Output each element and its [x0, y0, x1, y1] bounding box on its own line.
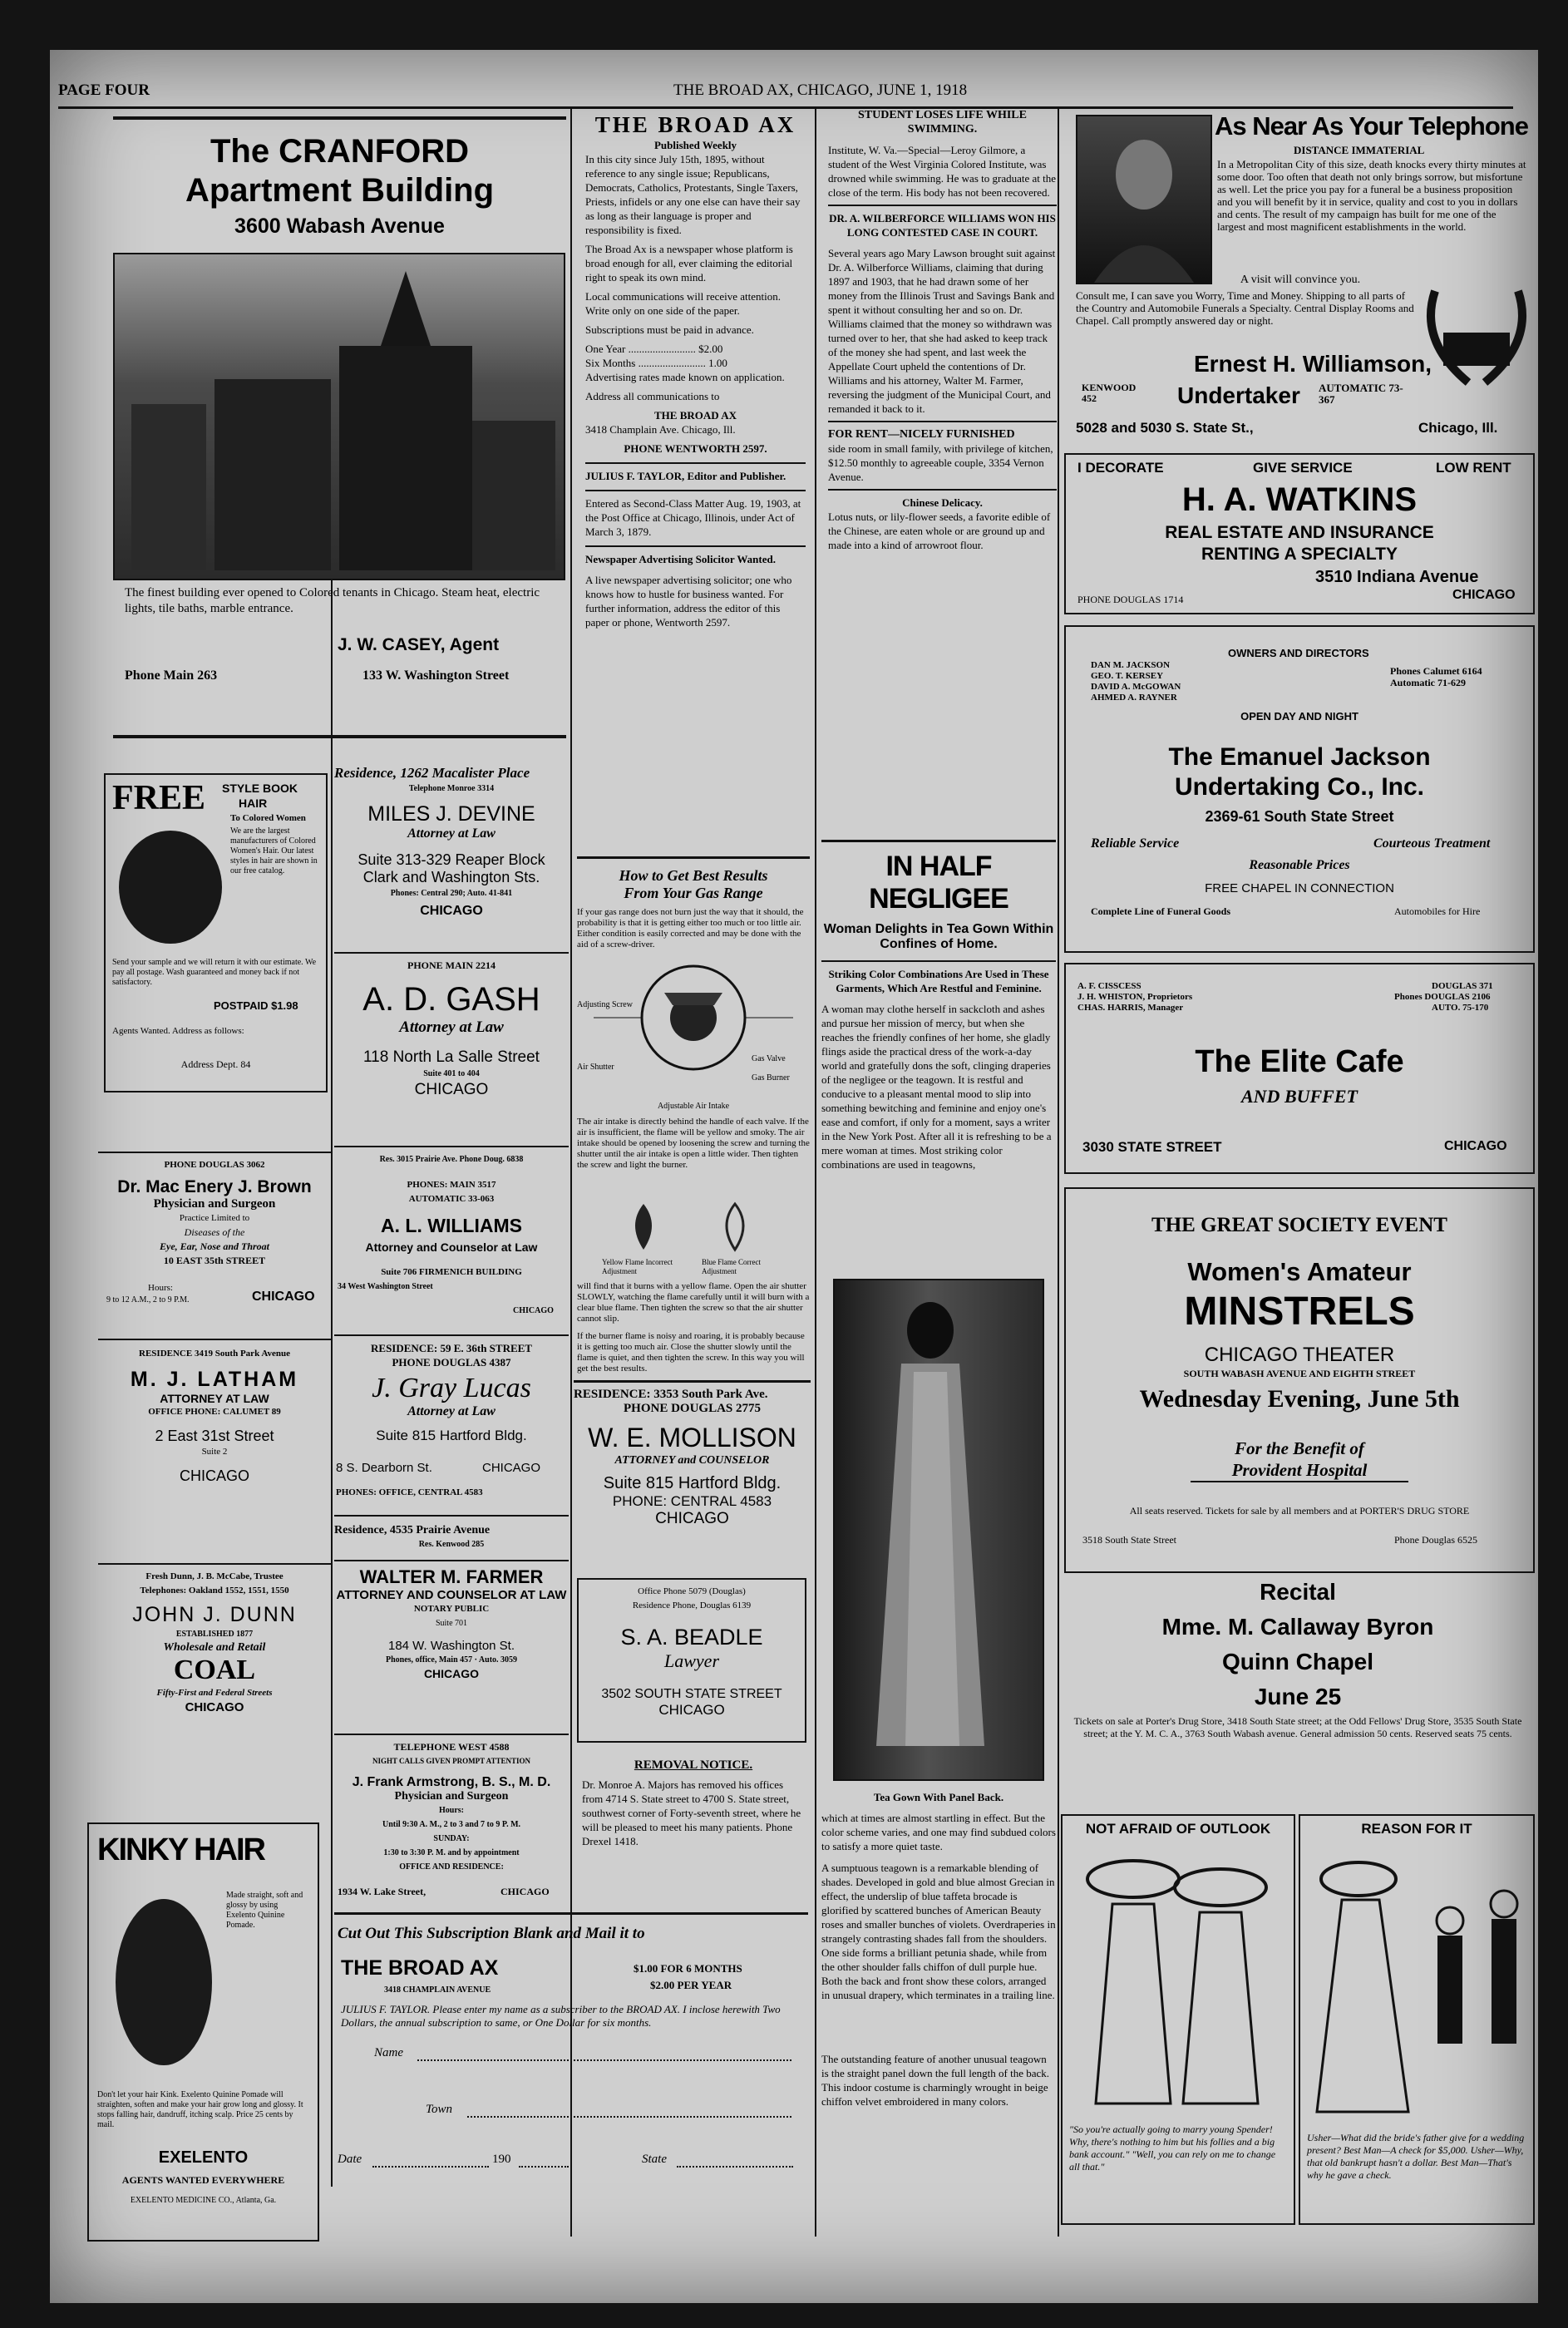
- devine-card: [334, 765, 569, 948]
- armstrong-hours: Until 9:30 A. M., 2 to 3 and 7 to 9 P. M.: [382, 1820, 521, 1829]
- cartoon-right-caption: Usher—What did the bride's father give for a wedding present? Best Man—A check for $5,000. Usher—Why, that old bankrupt hasn't a dollar. Best Man—That's why he gave a check.: [1307, 2132, 1525, 2181]
- negligee-para: A sumptuous teagown is a remarkable blending of shades. Developed in gold and blue almost Grecian in effect, the underslip of blue taffeta brocade is glorified by scattered bunches of American Beauty roses and smaller bunches of violets. Overdraperies in strangely contrasting shades fall from the shoulders. One side forms a brilliant petunia shade, while from the other shoulder falls chiffon of dull purple hue. Both the back and front show these colors, arranged in unusual drapery, which terminates in a trailing line.: [821, 1862, 1056, 2001]
- devine-city: CHICAGO: [420, 904, 483, 918]
- broadax-solicitor-title: Newspaper Advertising Solicitor Wanted.: [585, 545, 806, 566]
- flame-label-yellow: Yellow Flame Incorrect Adjustment: [602, 1258, 673, 1275]
- gas-label: Gas Valve: [752, 1054, 786, 1063]
- al-williams-phones: PHONES: MAIN 3517: [407, 1180, 496, 1190]
- chinese-text: Lotus nuts, or lily-flower seeds, a favorite edible of the Chinese, are eaten whole or are ground up and made into a kind of arrowroot flour.: [828, 510, 1051, 551]
- subscription-town-label: Town: [426, 2103, 452, 2116]
- negligee-deck: Striking Color Combinations Are Used in These Garments, Which Are Restful and Feminine.: [821, 960, 1056, 995]
- beadle-office-phone: Office Phone 5079 (Douglas): [638, 1586, 746, 1596]
- mollison-title: ATTORNEY and COUNSELOR: [614, 1454, 770, 1467]
- subscription-heading: Cut Out This Subscription Blank and Mail it to: [338, 1925, 645, 1942]
- minstrels-line2: MINSTRELS: [1184, 1290, 1415, 1334]
- armstrong-sunday-label: SUNDAY:: [433, 1834, 470, 1843]
- gas-range-subtitle: From Your Gas Range: [624, 885, 763, 901]
- watkins-address: 3510 Indiana Avenue: [1315, 568, 1479, 586]
- kinky-address: EXELENTO MEDICINE CO., Atlanta, Ga.: [130, 2196, 277, 2205]
- lucas-city: CHICAGO: [482, 1461, 541, 1475]
- cartoon-left-title: NOT AFRAID OF OUTLOOK: [1085, 1821, 1271, 1837]
- news-column: [828, 108, 1057, 856]
- beadle-city: CHICAGO: [658, 1702, 725, 1718]
- broadax-phone: PHONE WENTWORTH 2597.: [624, 442, 767, 455]
- broadax-para: Local communications will receive attention. Write only on one side of the paper.: [585, 290, 782, 317]
- watkins-top-right: LOW RENT: [1436, 460, 1511, 476]
- armstrong-address: 1934 W. Lake Street,: [338, 1886, 427, 1897]
- kinky-brand: EXELENTO: [158, 2148, 249, 2167]
- free-side-text: We are the largest manufacturers of Colored Women's Hair. Our latest styles in hair are shown in our free catalog.: [230, 826, 318, 875]
- telephone-consult: Consult me, I can save you Worry, Time and Money. Shipping to all parts of the Country and Automobile Funerals a Specialty. Central Display Rooms and Chapel. Call promptly answered day or night.: [1076, 289, 1414, 327]
- armstrong-hours-label: Hours:: [439, 1806, 464, 1815]
- broadax-address: 3418 Champlain Ave. Chicago, Ill.: [585, 423, 736, 436]
- column-rule: [815, 108, 816, 2237]
- recital-ad: [1061, 1576, 1535, 1808]
- cartoon-right: [1299, 1814, 1535, 2225]
- broadax-para: Subscriptions must be paid in advance.: [585, 323, 754, 336]
- chinese-headline: Chinese Delicacy.: [828, 489, 1057, 510]
- page-label: PAGE FOUR: [58, 81, 150, 99]
- gas-range-para: will find that it burns with a yellow flame. Open the air shutter SLOWLY, watching the flame carefully until it will burn with a clear blue flame. Then tighten the screw so that the air shutter cannot slip.: [577, 1281, 810, 1324]
- watkins-top-mid: GIVE SERVICE: [1253, 460, 1353, 476]
- williamson-ad: [1069, 108, 1535, 445]
- elite-name: The Elite Cafe: [1195, 1044, 1404, 1079]
- jackson-prices: Reasonable Prices: [1249, 858, 1350, 872]
- gash-card: [334, 952, 569, 1141]
- negligee-headline: IN HALF NEGLIGEE: [869, 851, 1008, 915]
- dunn-wholesale: Wholesale and Retail: [163, 1641, 266, 1654]
- jackson-chapel: FREE CHAPEL IN CONNECTION: [1205, 881, 1394, 895]
- al-williams-card: [334, 1146, 569, 1318]
- beadle-residence-phone: Residence Phone, Douglas 6139: [632, 1600, 752, 1610]
- watkins-phone: PHONE DOUGLAS 1714: [1077, 594, 1184, 605]
- telephone-visit: A visit will convince you.: [1240, 274, 1361, 286]
- cranford-description: The finest building ever opened to Colored tenants in Chicago. Steam heat, electric lights, tile baths, marble entrance.: [125, 586, 540, 615]
- elite-phone: Phones DOUGLAS 2106: [1394, 992, 1491, 1002]
- watkins-top-left: I DECORATE: [1077, 460, 1164, 476]
- williams-headline: DR. A. WILBERFORCE WILLIAMS WON HIS LONG CONTESTED CASE IN COURT.: [828, 205, 1057, 239]
- broadax-info: [585, 112, 806, 844]
- gas-range-intro: If your gas range does not burn just the way that it should, the probability is that it is getting either too much or too little air. Either condition is easily corrected and may be done with the aid of a screw-driver.: [577, 907, 804, 949]
- cranford-agent: J. W. CASEY, Agent: [338, 635, 500, 654]
- al-williams-name: A. L. WILLIAMS: [381, 1215, 522, 1236]
- gash-address: 118 North La Salle Street: [363, 1048, 540, 1066]
- lucas-residence: RESIDENCE: 59 E. 36th STREET: [371, 1342, 532, 1354]
- subscription-name-field[interactable]: [417, 2059, 791, 2061]
- lucas-phones: PHONES: OFFICE, CENTRAL 4583: [336, 1487, 483, 1497]
- dunn-established: ESTABLISHED 1877: [175, 1630, 254, 1639]
- recital-title: Recital: [1260, 1579, 1336, 1605]
- column-rule: [1058, 108, 1059, 2237]
- al-williams-address: 34 West Washington Street: [338, 1282, 433, 1291]
- minstrels-benefit2: Provident Hospital: [1191, 1460, 1408, 1482]
- farmer-residence: Residence, 4535 Prairie Avenue: [334, 1524, 491, 1536]
- cranford-subtitle: Apartment Building: [185, 172, 495, 209]
- cartoon-left: [1061, 1814, 1295, 2225]
- jackson-name1: The Emanuel Jackson: [1168, 743, 1431, 771]
- williamson-address: 5028 and 5030 S. State St.,: [1076, 420, 1254, 436]
- kinky-agents: AGENTS WANTED EVERYWHERE: [121, 2174, 285, 2186]
- beadle-card: [577, 1578, 806, 1743]
- brown-limited: Practice Limited to: [179, 1213, 250, 1223]
- devine-residence: Residence, 1262 Macalister Place: [334, 765, 530, 781]
- gas-label: Adjusting Screw: [577, 1000, 633, 1009]
- flame-label-blue: Blue Flame Correct Adjustment: [702, 1258, 761, 1275]
- latham-card: [98, 1339, 331, 1548]
- broadax-price-year: One Year ......................... $2.00: [585, 343, 723, 355]
- negligee-subhead: Woman Delights in Tea Gown Within Confines of Home.: [823, 922, 1054, 951]
- latham-title: ATTORNEY AT LAW: [160, 1392, 269, 1405]
- flame-illustration: [610, 1200, 777, 1258]
- jackson-bottom-left: Complete Line of Funeral Goods: [1091, 905, 1230, 917]
- elite-prop: J. H. WHISTON, Proprietors: [1077, 992, 1193, 1002]
- subscription-state-field[interactable]: [677, 2166, 793, 2168]
- latham-address: 2 East 31st Street: [155, 1428, 274, 1444]
- free-colored: To Colored Women: [230, 813, 306, 823]
- tea-gown-photo: [833, 1279, 1044, 1781]
- telephone-body: In a Metropolitan City of this size, death knocks every thirty minutes at some door. Too often that death not only brings sorrow, but misfortune as well. Let the price you pay for a funeral be a business proposition and you will benefit by it in service, quality and cost to you in dollars and cents. The result of my campaign has built for me one of the largest and most magnificent establishments in the world.: [1217, 158, 1526, 233]
- building-photo: [113, 253, 565, 580]
- cartoon-right-illustration: [1300, 1837, 1533, 2120]
- dunn-coal: COAL: [173, 1655, 256, 1685]
- cranford-title: The CRANFORD: [210, 133, 470, 170]
- farmer-suite: Suite 701: [435, 1619, 468, 1628]
- gash-suite: Suite 401 to 404: [423, 1069, 480, 1078]
- for-rent-text: side room in small family, with privilege of kitchen, $12.50 monthly to agreeable couple, 3354 Vernon Avenue.: [828, 442, 1053, 483]
- al-williams-city: CHICAGO: [513, 1306, 554, 1315]
- broadax-solicitor-text: A live newspaper advertising solicitor; one who knows how to hustle for business wanted. For further information, address the editor of this paper or phone, Wentworth 2597.: [585, 574, 792, 629]
- removal-notice: [582, 1758, 805, 1933]
- portrait-illustration: [1077, 116, 1211, 283]
- gas-range-article: [577, 856, 810, 1383]
- armstrong-card: [334, 1734, 569, 1906]
- broadax-address-name: THE BROAD AX: [654, 409, 737, 422]
- watkins-line2: RENTING A SPECIALTY: [1201, 545, 1398, 564]
- subscription-date-field[interactable]: [372, 2166, 489, 2168]
- subscription-year-field[interactable]: [519, 2166, 569, 2168]
- beadle-title: Lawyer: [664, 1650, 719, 1671]
- lucas-address: 8 S. Dearborn St.: [336, 1461, 432, 1475]
- williams-text: Several years ago Mary Lawson brought suit against Dr. A. Wilberforce Williams, claiming that during 1897 and 1903, that he had drawn some of her money from the Illinois Trust and Savings Bank and spent it without consulting her and so on. Dr. Williams claimed that the money so withdrawn was turned over to her, that she had asked to keep track of the money she had spent, and last week the Appellate Court upheld the contentions of Dr. Williams and his attorney, Walter M. Farmer, reversing the judgment of the Municipal Court, and remanded it back to it.: [828, 247, 1056, 415]
- gas-label: Air Shutter: [577, 1063, 614, 1072]
- free-postpaid: POSTPAID $1.98: [214, 999, 298, 1012]
- williamson-city: Chicago, Ill.: [1418, 420, 1498, 436]
- devine-name: MILES J. DEVINE: [367, 802, 535, 826]
- al-williams-res: Res. 3015 Prairie Ave. Phone Doug. 6838: [379, 1155, 524, 1164]
- minstrels-line3: CHICAGO THEATER: [1204, 1344, 1395, 1366]
- minstrels-line1: Women's Amateur: [1187, 1257, 1412, 1286]
- gash-city: CHICAGO: [414, 1081, 489, 1098]
- gash-title: Attorney at Law: [399, 1018, 504, 1036]
- student-text: Institute, W. Va.—Special—Leroy Gilmore, a student of the West Virginia Colored Institute, was drowned while swimming. He was to graduate at the close of the term. His body has not been recovered.: [828, 144, 1057, 199]
- removal-text: Dr. Monroe A. Majors has removed his offices from 4714 S. State street to 4700 S. State street, southwest corner of Forty-seventh street, where he will be pleased to meet his many patients. Phone Drexel 1418.: [582, 1778, 801, 1847]
- al-williams-suite: Suite 706 FIRMENICH BUILDING: [381, 1267, 522, 1277]
- telephone-subhead: DISTANCE IMMATERIAL: [1294, 144, 1425, 156]
- beadle-address: 3502 SOUTH STATE STREET: [601, 1687, 782, 1701]
- brown-city: CHICAGO: [252, 1290, 315, 1304]
- broadax-title: THE BROAD AX: [594, 112, 796, 137]
- gas-label: Gas Burner: [752, 1073, 790, 1083]
- free-hair-ad: [104, 773, 328, 1092]
- minstrels-phone: Phone Douglas 6525: [1394, 1534, 1477, 1546]
- lucas-phone: PHONE DOUGLAS 4387: [392, 1356, 511, 1369]
- devine-phones: Phones: Central 290; Auto. 41-841: [390, 889, 513, 898]
- subscription-text: JULIUS F. TAYLOR. Please enter my name as a subscriber to the BROAD AX. I inclose herewith Two Dollars, the annual subscription to same, or One Dollar for six months.: [341, 2003, 781, 2029]
- cartoon-right-title: REASON FOR IT: [1361, 1821, 1472, 1837]
- free-body: Send your sample and we will return it with our estimate. We pay all postage. Wash guaranteed and money back if not satisfactory.: [112, 958, 317, 987]
- minstrels-date: Wednesday Evening, June 5th: [1139, 1385, 1460, 1413]
- elite-prop: A. F. CISSCESS: [1077, 981, 1141, 991]
- hair-illustration: [114, 825, 226, 949]
- recital-tickets: Tickets on sale at Porter's Drug Store, 3418 South State street; at the Odd Fellows' Drug Store, 3535 South State street; at the Y. M. C. A., 3763 South Wabash avenue. General admission 50 cents. Reserved seats 75 cents.: [1073, 1715, 1522, 1739]
- lucas-title: Attorney at Law: [407, 1404, 496, 1418]
- gas-range-para: The air intake is directly behind the handle of each valve. If the air is insufficient, the flame will be yellow and smoky. The air intake should be opened by loosening the screw and turning the shutter until the air intake is open a little wider. Then tighten the screw and light the burner.: [577, 1117, 810, 1170]
- cartoon-left-illustration: [1063, 1837, 1294, 2112]
- broadax-para: In this city since July 15th, 1895, without reference to any single issue; Republicans, Democrats, Catholics, Protestants, Single Taxers, Priests, infidels or any one else can have their say as long as their language is proper and responsibility is fixed.: [585, 153, 801, 236]
- jackson-owner: AHMED A. RAYNER: [1091, 693, 1177, 703]
- elite-prop: CHAS. HARRIS, Manager: [1077, 1003, 1184, 1013]
- minstrels-top: THE GREAT SOCIETY EVENT: [1151, 1214, 1447, 1236]
- wreath-icon: [1418, 266, 1535, 391]
- negligee-para: which at times are almost startling in effect. But the color scheme varies, and one may find subdued colors to satisfy a more quiet taste.: [821, 1812, 1056, 1852]
- latham-office: OFFICE PHONE: CALUMET 89: [148, 1407, 281, 1417]
- gash-name: A. D. GASH: [362, 981, 540, 1018]
- subscription-year: $2.00 PER YEAR: [650, 1979, 732, 1991]
- farmer-phones: Phones, office, Main 457 · Auto. 3059: [385, 1655, 518, 1665]
- williamson-name: Ernest H. Williamson,: [1194, 351, 1432, 377]
- al-williams-title: Attorney and Counselor at Law: [365, 1240, 538, 1254]
- brown-eye: Eye, Ear, Nose and Throat: [159, 1240, 269, 1252]
- cranford-phone: Phone Main 263: [125, 668, 218, 683]
- for-rent-headline: FOR RENT—NICELY FURNISHED: [828, 421, 1057, 441]
- jackson-name2: Undertaking Co., Inc.: [1174, 773, 1425, 801]
- watkins-ad: [1064, 453, 1535, 614]
- brown-diseases: Diseases of the: [184, 1226, 245, 1238]
- elite-address: 3030 STATE STREET: [1082, 1139, 1222, 1155]
- dunn-card: [98, 1563, 331, 1764]
- kinky-hair-ad: [87, 1822, 319, 2242]
- jackson-phones: Phones Calumet 6164 Automatic 71-629: [1390, 665, 1482, 688]
- brown-address: 10 EAST 35th STREET: [163, 1255, 266, 1266]
- subscription-six: $1.00 FOR 6 MONTHS: [634, 1962, 742, 1975]
- farmer-notary: NOTARY PUBLIC: [413, 1604, 490, 1614]
- jackson-courteous: Courteous Treatment: [1373, 836, 1491, 851]
- subscription-address: 3418 CHAMPLAIN AVENUE: [384, 1985, 491, 1995]
- masthead: [58, 76, 1513, 109]
- recital-date: June 25: [1254, 1684, 1342, 1709]
- dunn-location: Fifty-First and Federal Streets: [156, 1688, 273, 1698]
- brown-title: Physician and Surgeon: [153, 1197, 276, 1211]
- devine-cross: Clark and Washington Sts.: [362, 869, 540, 885]
- farmer-res-tel: Res. Kenwood 285: [418, 1540, 485, 1549]
- recital-artist: Mme. M. Callaway Byron: [1161, 1614, 1434, 1640]
- broadax-para: The Broad Ax is a newspaper whose platform is broad enough for all, ever claiming the editorial right to speak its own mind.: [585, 243, 793, 284]
- gas-range-title: How to Get Best Results: [619, 867, 768, 884]
- free-headline: FREE: [112, 779, 206, 817]
- watkins-city: CHICAGO: [1452, 588, 1516, 602]
- negligee-article: [821, 840, 1056, 2247]
- dunn-name: JOHN J. DUNN: [132, 1603, 297, 1626]
- latham-name: M. J. LATHAM: [130, 1368, 299, 1391]
- removal-title: REMOVAL NOTICE.: [634, 1758, 753, 1772]
- elite-sub: AND BUFFET: [1241, 1086, 1358, 1107]
- broadax-price-six: Six Months ......................... 1.00: [585, 357, 727, 369]
- broadax-editor: JULIUS F. TAYLOR, Editor and Publisher.: [585, 462, 806, 483]
- building-illustration: [115, 254, 564, 579]
- mollison-city: CHICAGO: [655, 1510, 729, 1527]
- mollison-phones: PHONE: CENTRAL 4583: [612, 1493, 772, 1509]
- brown-phone: PHONE DOUGLAS 3062: [164, 1160, 265, 1170]
- cranford-agent-address: 133 W. Washington Street: [362, 668, 510, 683]
- farmer-address: 184 W. Washington St.: [387, 1639, 515, 1653]
- armstrong-name: J. Frank Armstrong, B. S., M. D.: [352, 1775, 551, 1789]
- brown-hours: 9 to 12 A.M., 2 to 9 P.M.: [106, 1295, 190, 1305]
- minstrels-address: 3518 South State Street: [1082, 1534, 1176, 1546]
- farmer-city: CHICAGO: [423, 1667, 480, 1680]
- jackson-owners-title: OWNERS AND DIRECTORS: [1228, 647, 1369, 659]
- dunn-city: CHICAGO: [185, 1700, 244, 1714]
- broadax-entered: Entered as Second-Class Matter Aug. 19, 1903, at the Post Office at Chicago, Illinois, under Act of March 3, 1879.: [585, 490, 806, 539]
- subscription-state-label: State: [642, 2153, 667, 2166]
- armstrong-telephone: TELEPHONE WEST 4588: [393, 1741, 510, 1753]
- negligee-para: The outstanding feature of another unusual teagown is the straight panel down the full length of the back. This indoor costume is charmingly wrought in beige chiffon velvet embroidered in many colors.: [821, 2053, 1050, 2108]
- negligee-para: A woman may clothe herself in sackcloth and ashes and pursue her mission of mercy, but when she reaches the friendly confines of her home, she gladly flings aside the practical dress of the work-a-day world and gratefully dons the soft, clinging draperies of the negligee or the teagown. It is restful and conducive to a pleasant mental mood to slip into something bewitching and feminine and enjoy one's ease and comfort, if only for a moment, says a writer in the New York Post. After all it is refreshing to be a mere woman at times. Most striking color combinations are used in teagowns,: [821, 1003, 1052, 1171]
- beadle-name: S. A. BEADLE: [620, 1625, 763, 1650]
- cartoon-left-caption: "So you're actually going to marry young Spender! Why, there's nothing to him but his follies and a big bank account." "Well, you can rely on me to change all that.": [1069, 2123, 1276, 2173]
- subscription-date-year: 190: [492, 2153, 511, 2166]
- brown-name: Dr. Mac Enery J. Brown: [117, 1177, 312, 1196]
- portrait-photo: [1076, 115, 1212, 284]
- broadax-para: Address all communications to: [585, 390, 720, 402]
- mollison-card: [574, 1380, 811, 1570]
- subscription-date-label: Date: [338, 2153, 362, 2166]
- cranford-address: 3600 Wabash Avenue: [234, 215, 445, 238]
- kinky-side-text: Made straight, soft and glossy by using Exelento Quinine Pomade.: [226, 1891, 303, 1930]
- tea-gown-illustration: [835, 1280, 1043, 1779]
- jackson-open: OPEN DAY AND NIGHT: [1240, 710, 1358, 723]
- kinky-title: KINKY HAIR: [97, 1832, 264, 1867]
- page-header: THE BROAD AX, CHICAGO, JUNE 1, 1918: [673, 81, 968, 99]
- jackson-owner: DAN M. JACKSON: [1091, 660, 1171, 670]
- watkins-name: H. A. WATKINS: [1181, 481, 1418, 518]
- farmer-name: WALTER M. FARMER: [334, 1560, 569, 1588]
- armstrong-office: OFFICE AND RESIDENCE:: [399, 1862, 504, 1872]
- jackson-owner: DAVID A. McGOWAN: [1091, 682, 1181, 692]
- gas-label: Adjustable Air Intake: [657, 1102, 730, 1111]
- subscription-town-field[interactable]: [467, 2116, 791, 2118]
- mollison-name: W. E. MOLLISON: [588, 1423, 796, 1453]
- mollison-suite: Suite 815 Hartford Bldg.: [603, 1474, 782, 1492]
- devine-title: Attorney at Law: [407, 826, 496, 841]
- minstrels-benefit1: For the Benefit of: [1235, 1438, 1364, 1458]
- pomade-jar-illustration: [106, 1882, 222, 2082]
- broadax-para: Advertising rates made known on application.: [585, 371, 785, 383]
- williamson-automatic: AUTOMATIC 73-367: [1319, 382, 1403, 406]
- free-address: Address Dept. 84: [180, 1058, 251, 1070]
- devine-telephone: Telephone Monroe 3314: [408, 784, 495, 793]
- mollison-phone: PHONE DOUGLAS 2775: [623, 1402, 761, 1415]
- telephone-headline: As Near As Your Telephone: [1215, 111, 1528, 141]
- free-style-book: STYLE BOOK: [222, 782, 298, 795]
- brown-card: [98, 1152, 331, 1319]
- mollison-residence: RESIDENCE: 3353 South Park Ave.: [574, 1388, 768, 1401]
- brown-hours-label: Hours:: [148, 1283, 173, 1293]
- armstrong-city: CHICAGO: [500, 1886, 550, 1897]
- elite-phone: DOUGLAS 371: [1432, 981, 1493, 991]
- armstrong-title: Physician and Surgeon: [394, 1790, 509, 1803]
- latham-city: CHICAGO: [179, 1467, 249, 1484]
- dunn-phones-label: Fresh Dunn, J. B. McCabe, Trustee: [145, 1571, 284, 1581]
- cranford-ad: [113, 116, 566, 738]
- subscription-paper: THE BROAD AX: [341, 1956, 499, 1980]
- minstrels-seats: All seats reserved. Tickets for sale by all members and at PORTER'S DRUG STORE: [1129, 1505, 1470, 1517]
- elite-cafe-ad: [1064, 963, 1535, 1174]
- armstrong-calls: NIGHT CALLS GIVEN PROMPT ATTENTION: [372, 1757, 531, 1765]
- farmer-card: [334, 1515, 569, 1733]
- lucas-suite: Suite 815 Hartford Bldg.: [376, 1428, 527, 1443]
- jackson-owner: GEO. T. KERSEY: [1091, 671, 1164, 681]
- armstrong-sunday: 1:30 to 3:30 P. M. and by appointment: [383, 1848, 520, 1857]
- jackson-address: 2369-61 South State Street: [1205, 808, 1394, 825]
- gas-range-para: If the burner flame is noisy and roaring, it is probably because it is getting too much air. Close the shutter slowly until the flame is quiet, and then tighten the screw. In this way you will get the best results.: [577, 1331, 805, 1374]
- student-headline: STUDENT LOSES LIFE WHILE SWIMMING.: [858, 109, 1027, 136]
- recital-venue: Quinn Chapel: [1222, 1649, 1373, 1674]
- jackson-ad: [1064, 625, 1535, 953]
- broadax-subtitle: Published Weekly: [653, 139, 737, 151]
- subscription-name-label: Name: [374, 2046, 403, 2059]
- dunn-phones: Telephones: Oakland 1552, 1551, 1550: [140, 1586, 289, 1596]
- latham-residence: RESIDENCE 3419 South Park Avenue: [139, 1349, 290, 1359]
- elite-phone: AUTO. 75-170: [1432, 1003, 1489, 1013]
- minstrels-line4: SOUTH WABASH AVENUE AND EIGHTH STREET: [1183, 1368, 1416, 1379]
- gash-phone: PHONE MAIN 2214: [407, 959, 496, 971]
- latham-suite: Suite 2: [201, 1447, 228, 1457]
- free-agents: Agents Wanted. Address as follows:: [112, 1026, 244, 1036]
- minstrels-ad: [1064, 1187, 1535, 1573]
- al-williams-auto: AUTOMATIC 33-063: [408, 1194, 495, 1204]
- williamson-title: Undertaker: [1177, 382, 1300, 408]
- jackson-bottom-right: Automobiles for Hire: [1394, 905, 1481, 917]
- lucas-name: J. Gray Lucas: [372, 1373, 531, 1403]
- kinky-body: Don't let your hair Kink. Exelento Quinine Pomade will straighten, soften and make your hair grow long and glossy. It stops falling hair, dandruff, itching scalp. Price 25 cents by mail.: [97, 2090, 303, 2129]
- williamson-kenwood: KENWOOD 452: [1082, 382, 1137, 404]
- farmer-title: ATTORNEY AND COUNSELOR AT LAW: [336, 1588, 567, 1602]
- subscription-blank: [334, 1912, 808, 2239]
- free-hair: HAIR: [239, 797, 268, 810]
- elite-city: CHICAGO: [1444, 1139, 1507, 1153]
- lucas-card: [334, 1334, 569, 1515]
- jackson-reliable: Reliable Service: [1091, 836, 1180, 851]
- watkins-line1: REAL ESTATE AND INSURANCE: [1165, 523, 1434, 542]
- tea-gown-caption: Tea Gown With Panel Back.: [873, 1791, 1004, 1803]
- devine-suite: Suite 313-329 Reaper Block: [357, 851, 545, 868]
